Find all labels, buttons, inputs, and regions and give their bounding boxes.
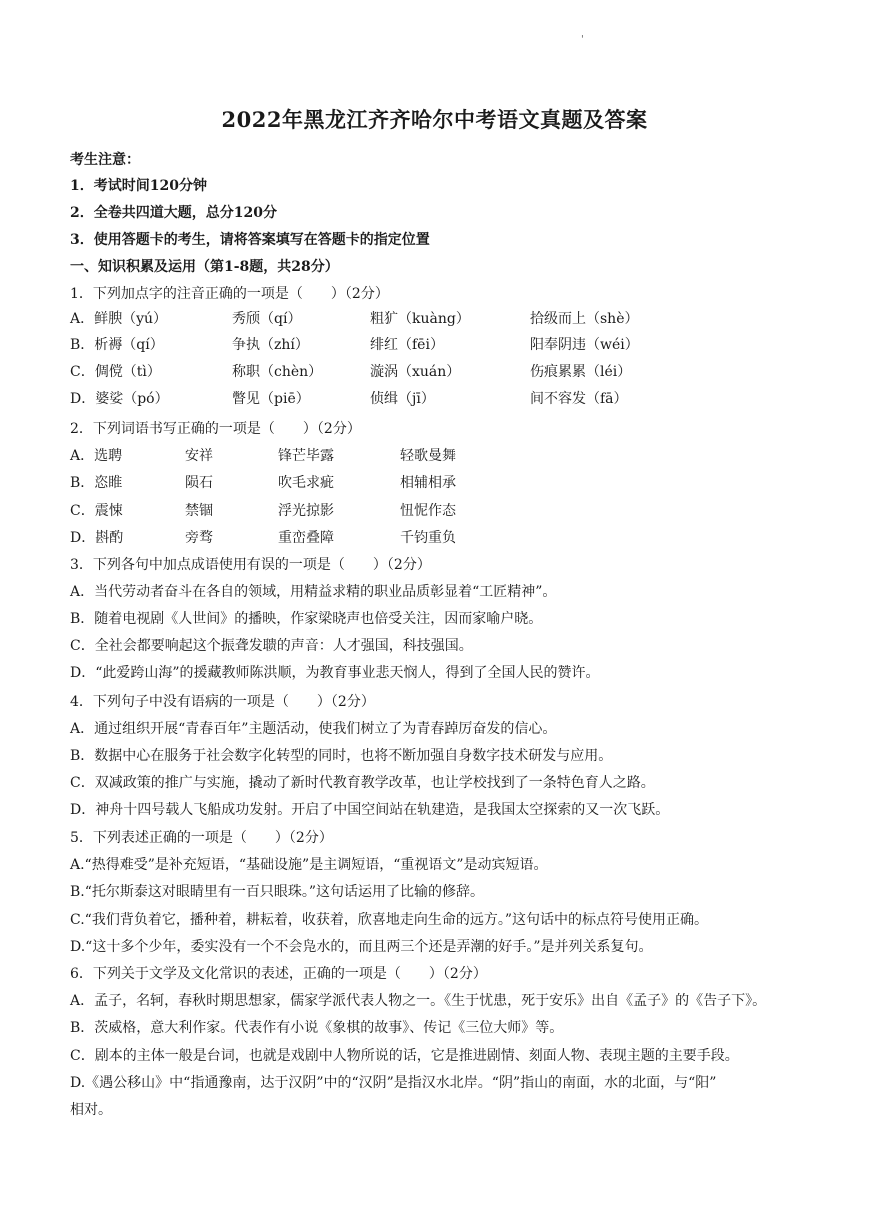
option-line: D．“此爱跨山海”的援藏教师陈洪顺，为教育事业悲天悯人，得到了全国人民的赞许。 bbox=[70, 665, 600, 681]
option-continuation: 相对。 bbox=[70, 1102, 112, 1118]
top-mark: ' bbox=[581, 34, 584, 45]
option-cell: D．斟酌 bbox=[70, 530, 124, 546]
option-cell: 轻歌曼舞 bbox=[400, 448, 456, 464]
option-line: A.“热得难受”是补充短语，“基础设施”是主调短语，“重视语文”是动宾短语。 bbox=[70, 857, 548, 873]
option-cell: 千钧重负 bbox=[400, 530, 456, 546]
option-cell: 阳奉阴违（wéi） bbox=[530, 337, 639, 353]
option-cell: 陨石 bbox=[185, 475, 213, 491]
question-stem: 5．下列表述正确的一项是（ ）（2分） bbox=[70, 830, 333, 846]
notice-item: 3．使用答题卡的考生，请将答案填写在答题卡的指定位置 bbox=[70, 232, 430, 248]
option-cell: B．析褥（qí） bbox=[70, 337, 164, 353]
option-line: A．孟子，名轲，春秋时期思想家，儒家学派代表人物之一。《生于忧患，死于安乐》出自《孟子》的《告子下》。 bbox=[70, 993, 767, 1009]
option-cell: C．倜傥（tì） bbox=[70, 364, 161, 380]
option-cell: 旁骛 bbox=[185, 530, 213, 546]
question-stem: 1．下列加点字的注音正确的一项是（ ）（2分） bbox=[70, 286, 389, 302]
option-line: C．剧本的主体一般是台词，也就是戏剧中人物所说的话，它是推进剧情、刻面人物、表现主题的主要手段。 bbox=[70, 1048, 739, 1064]
option-cell: 争执（zhí） bbox=[232, 337, 309, 353]
option-cell: 侦缉（jī） bbox=[370, 391, 435, 407]
option-cell: 重峦叠障 bbox=[278, 530, 334, 546]
question-stem: 3．下列各句中加点成语使用有误的一项是（ ）（2分） bbox=[70, 557, 431, 573]
option-line: C.“我们背负着它，播种着，耕耘着，收获着，欣喜地走向生命的远方。”这句话中的标点符号使用正确。 bbox=[70, 912, 708, 928]
option-cell: 浮光掠影 bbox=[278, 503, 334, 519]
option-line: B．茨威格，意大利作家。代表作有小说《象棋的故事》、传记《三位大师》等。 bbox=[70, 1020, 564, 1036]
option-cell: 绯红（fēi） bbox=[370, 337, 444, 353]
question-stem: 4．下列句子中没有语病的一项是（ ）（2分） bbox=[70, 694, 375, 710]
option-line: C．全社会都要响起这个振聋发聩的声音：人才强国，科技强国。 bbox=[70, 638, 473, 654]
option-cell: A．鲜腴（yú） bbox=[70, 311, 168, 327]
option-line: D．神舟十四号载人飞船成功发射。开启了中国空间站在轨建造，是我国太空探索的又一次飞跃。 bbox=[70, 802, 670, 818]
option-line: D.《遇公移山》中“指通豫南，达于汉阴”中的“汉阴”是指汉水北岸。“阴”指山的南面，水的北面，与“阳” bbox=[70, 1075, 717, 1091]
notice-heading: 考生注意： bbox=[70, 152, 140, 168]
option-cell: 间不容发（fā） bbox=[530, 391, 628, 407]
option-cell: 锋芒毕露 bbox=[278, 448, 334, 464]
question-stem: 6．下列关于文学及文化常识的表述，正确的一项是（ ）（2分） bbox=[70, 966, 487, 982]
option-cell: A．选聘 bbox=[70, 448, 123, 464]
option-line: C．双减政策的推广与实施，撬动了新时代教育教学改革，也让学校找到了一条特色育人之路。 bbox=[70, 775, 655, 791]
option-cell: B．恣睢 bbox=[70, 475, 123, 491]
option-cell: 瞥见（piē） bbox=[232, 391, 310, 407]
option-line: B.“托尔斯泰这对眼睛里有一百只眼珠。”这句话运用了比输的修辞。 bbox=[70, 884, 485, 900]
option-cell: 称职（chèn） bbox=[232, 364, 323, 380]
option-cell: 相辅相承 bbox=[400, 475, 456, 491]
option-line: A．当代劳动者奋斗在各自的领域，用精益求精的职业品质彰显着“工匠精神”。 bbox=[70, 584, 557, 600]
option-line: D.“这十多个少年，委实没有一个不会凫水的，而且两三个还是弄潮的好手。”是并列关系复句。 bbox=[70, 939, 653, 955]
option-cell: 漩涡（xuán） bbox=[370, 364, 461, 380]
option-line: B．数据中心在服务于社会数字化转型的同时，也将不断加强自身数字技术研发与应用。 bbox=[70, 748, 613, 764]
notice-item: 2．全卷共四道大题，总分120分 bbox=[70, 205, 277, 221]
section-heading: 一、知识积累及运用（第1-8题，共28分） bbox=[70, 259, 339, 275]
option-cell: 吹毛求疵 bbox=[278, 475, 334, 491]
option-cell: 拾级而上（shè） bbox=[530, 311, 639, 327]
page-title: 2022年黑龙江齐齐哈尔中考语文真题及答案 bbox=[221, 107, 648, 132]
option-line: A．通过组织开展“青春百年”主题活动，使我们树立了为青春踔厉奋发的信心。 bbox=[70, 721, 557, 737]
option-line: B．随着电视剧《人世间》的播映，作家梁晓声也倍受关注，因而家喻户晓。 bbox=[70, 611, 543, 627]
option-cell: 禁锢 bbox=[185, 503, 213, 519]
option-cell: D．婆娑（pó） bbox=[70, 391, 169, 407]
option-cell: 伤痕累累（léi） bbox=[530, 364, 632, 380]
option-cell: 粗犷（kuàng） bbox=[370, 311, 470, 327]
notice-item: 1．考试时间120分钟 bbox=[70, 178, 207, 194]
option-cell: 安祥 bbox=[185, 448, 213, 464]
option-cell: 秀颀（qí） bbox=[232, 311, 302, 327]
option-cell: C．震悚 bbox=[70, 503, 123, 519]
option-cell: 忸怩作态 bbox=[400, 503, 456, 519]
question-stem: 2．下列词语书写正确的一项是（ ）（2分） bbox=[70, 421, 361, 437]
